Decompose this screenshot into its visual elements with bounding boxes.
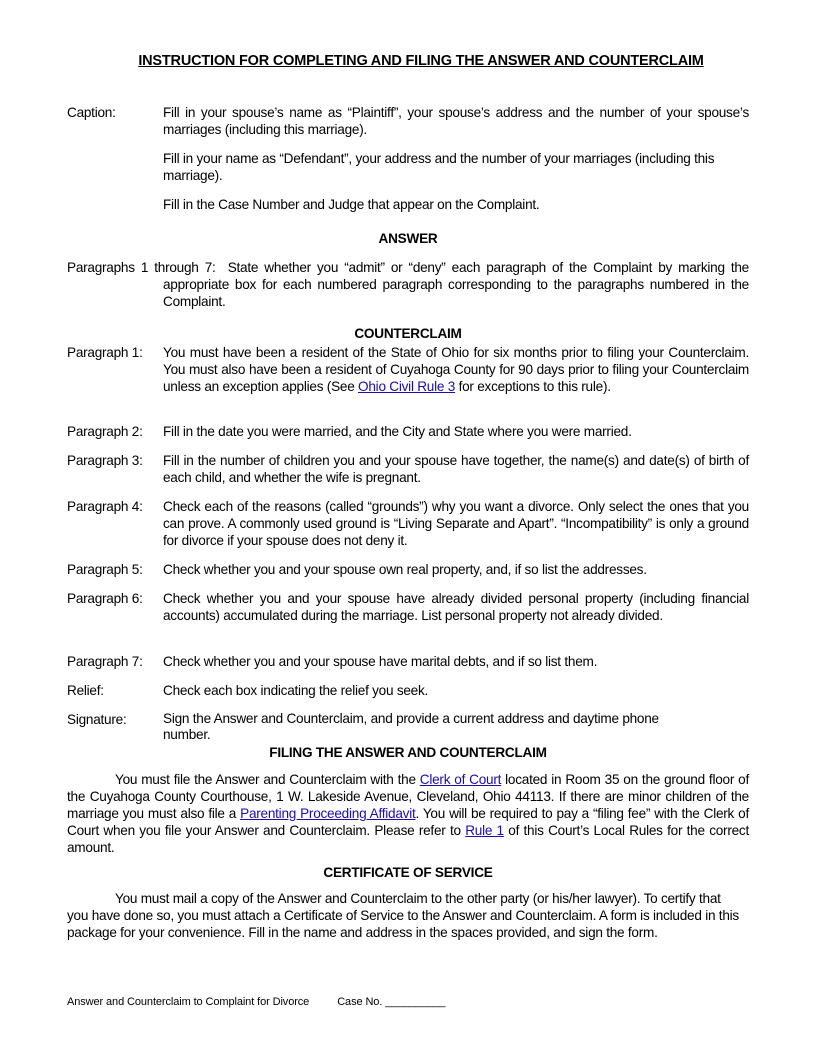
counterclaim-heading: COUNTERCLAIM [354,326,462,341]
paragraph-3-label: Paragraph 3: [67,453,143,468]
filing-paragraph [67,771,749,856]
paragraph-5-label: Paragraph 5: [67,562,143,577]
paragraph-3-text: Fill in the number of children you and your spouse have together, the name(s) and date(s) of birth of each child, and whether the wife is pregnant. [163,453,749,485]
clerk-of-court-link[interactable]: Clerk of Court [419,772,502,787]
document-title: INSTRUCTION FOR COMPLETING AND FILING THE ANSWER AND COUNTERCLAIM [138,53,704,69]
certificate-heading: CERTIFICATE OF SERVICE [323,865,493,880]
answer-heading: ANSWER [378,231,438,246]
paragraph-7-text: Check whether you and your spouse have marital debts, and if so list them. [163,654,598,669]
paragraph-4-text: Check each of the reasons (called “grounds”) why you want a divorce. Only select the ones that you can prove. A commonly used ground is “Living Separate and Apart”. “Incompatibility” is only a ground for divorce if your spouse does not deny it. [163,499,749,548]
filing-text-4: of this Court’s Local Rules for the correct amount. [67,823,749,855]
paragraph-1-tail: for exceptions to this rule). [455,379,611,394]
rule-1-link[interactable]: Rule 1 [465,823,504,838]
answer-paragraph [67,259,749,310]
signature-text: Sign the Answer and Counterclaim, and provide a current address and daytime phone number. [163,711,659,742]
filing-text-1: You must file the Answer and Counterclaim with the [115,772,420,787]
footer-case-number: Case No. __________ [337,996,446,1008]
ohio-civil-rule-3-link[interactable]: Ohio Civil Rule 3 [358,379,456,394]
caption-text-3: Fill in the Case Number and Judge that appear on the Complaint. [163,197,540,212]
caption-label: Caption: [67,105,116,120]
relief-label: Relief: [67,683,104,698]
paragraph-4-label: Paragraph 4: [67,499,143,514]
paragraph-7-label: Paragraph 7: [67,654,143,669]
caption-text-1: Fill in your spouse’s name as “Plaintiff”, your spouse’s address and the number of your spouse’s marriages (including this marriage). [163,105,749,137]
relief-text: Check each box indicating the relief you seek. [163,683,429,698]
answer-label: Paragraphs 1 through 7: [67,260,216,275]
filing-text-3: . You will be required to pay a “filing fee” with the Clerk of Court when you file your Answer and Counterclaim. Please refer to [67,806,749,838]
paragraph-6-label: Paragraph 6: [67,591,143,606]
certificate-paragraph: You must mail a copy of the Answer and Counterclaim to the other party (or his/her lawyer). To certify that you have done so, you must attach a Certificate of Service to the Answer and Counterclaim. A form is included in this package for your convenience. Fill in the name and address in the spaces provided, and sign the form. [67,891,739,940]
paragraph-6-text: Check whether you and your spouse have already divided personal property (including financial accounts) accumulated during the marriage. List personal property not already divided. [163,591,749,623]
filing-heading: FILING THE ANSWER AND COUNTERCLAIM [269,745,547,760]
paragraph-5-text: Check whether you and your spouse own real property, and, if so list the addresses. [163,562,647,577]
paragraph-2-label: Paragraph 2: [67,424,143,439]
paragraph-2-text: Fill in the date you were married, and the City and State where you were married. [163,424,632,439]
paragraph-1-body: You must have been a resident of the State of Ohio for six months prior to filing your Counterclaim. You must also have been a resident of Cuyahoga County for 90 days prior to filing your Counterclaim unless an exception applies (See [163,345,749,394]
footer-document-name: Answer and Counterclaim to Complaint for Divorce [67,996,310,1008]
answer-text: State whether you “admit” or “deny” each paragraph of the Complaint by marking the appropriate box for each numbered paragraph corresponding to the paragraphs numbered in the Complaint. [163,260,749,309]
caption-text-2: Fill in your name as “Defendant”, your address and the number of your marriages (including this marriage). [163,151,715,183]
paragraph-1-label: Paragraph 1: [67,345,143,360]
signature-label: Signature: [67,712,127,727]
page-footer [67,994,445,1011]
filing-text-2: located in Room 35 on the ground floor of the Cuyahoga County Courthouse, 1 W. Lakeside Avenue, Cleveland, Ohio 44113. If there are minor children of the marriage you must also file a [67,772,749,821]
parenting-proceeding-affidavit-link[interactable]: Parenting Proceeding Affidavit [240,806,416,821]
paragraph-1-text [163,344,749,395]
